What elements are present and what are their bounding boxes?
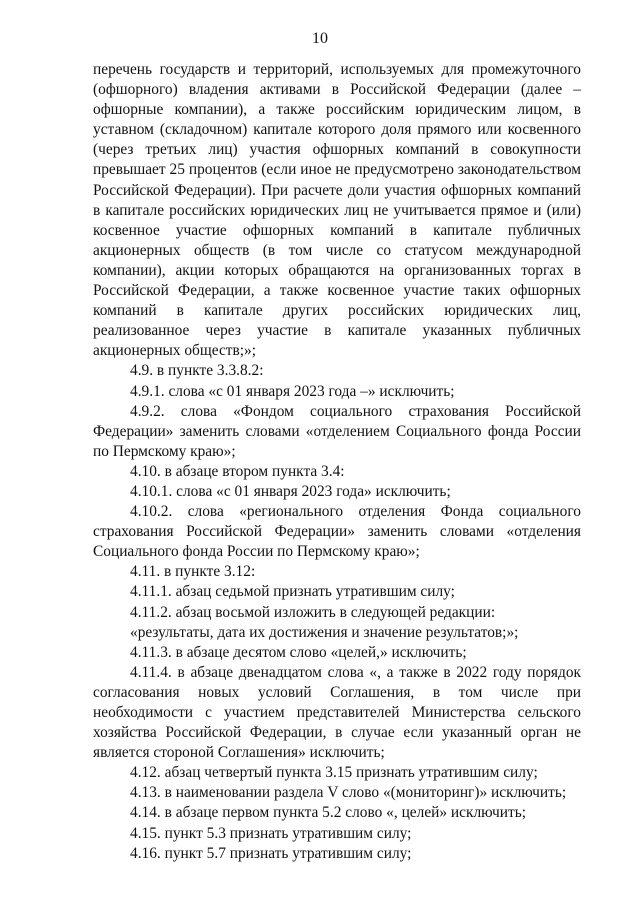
paragraph-offshore-companies: перечень государств и территорий, используемых для промежуточного (офшорного) владения активами в Российской Федерации (далее – офшорные компании), а также российским юридическим лицом, в уставном (складочном) капитале которого доля прямого или косвенного (через третьих лиц) участия офшорных компаний в совокупности превышает 25 процентов (если иное не предусмотрено законодательством Российской Федерации). При расчете доли участия офшорных компаний в капитале российских юридических лиц не учитывается прямое и (или) косвенное участие офшорных компаний в капитале публичных акционерных обществ (в том числе со статусом международной компании), акции которых обращаются на организованных торгах в Российской Федерации, а также косвенное участие таких офшорных компаний в капитале других российских юридических лиц, реализованное через участие в капитале указанных публичных акционерных обществ;»; [93,61,581,360]
paragraph-4-10-1: 4.10.1. слова «с 01 января 2023 года» исключить; [130,482,451,500]
paragraph-4-10-2: 4.10.2. слова «регионального отделения Фонда социального страхования Российской Федерации» заменить словами «отделения Социального фонда России по Пермскому краю»; [93,503,581,561]
paragraph-4-9-1: 4.9.1. слова «с 01 января 2023 года –» исключить; [130,382,455,400]
paragraph-4-14: 4.14. в абзаце первом пункта 5.2 слово «, целей» исключить; [130,804,527,822]
paragraph-4-11-1: 4.11.1. абзац седьмой признать утратившим силу; [130,583,455,601]
paragraph-4-9-2: 4.9.2. слова «Фондом социального страхования Российской Федерации» заменить словами «отделением Социального фонда России по Пермскому краю»; [93,402,581,460]
page-number: 10 [312,30,328,47]
paragraph-4-12: 4.12. абзац четвертый пункта 3.15 признать утратившим силу; [130,764,538,782]
document-body [93,60,581,864]
paragraph-4-11-2-quote: «результаты, дата их достижения и значение результатов;»; [130,623,519,641]
paragraph-4-9: 4.9. в пункте 3.3.8.2: [130,362,264,380]
paragraph-4-11-3: 4.11.3. в абзаце десятом слово «целей,» исключить; [130,643,467,661]
paragraph-4-13: 4.13. в наименовании раздела V слово «(мониторинг)» исключить; [130,784,567,802]
paragraph-4-10: 4.10. в абзаце втором пункта 3.4: [130,462,345,480]
paragraph-4-11-4: 4.11.4. в абзаце двенадцатом слова «, а также в 2022 году порядок согласования новых условий Соглашения, в том числе при необходимости с участием представителей Министерства сельского хозяйства Российской Федерации, в случае если указанный орган не является стороной Соглашения» исключить; [93,663,581,762]
paragraph-4-11: 4.11. в пункте 3.12: [130,563,256,581]
paragraph-4-11-2: 4.11.2. абзац восьмой изложить в следующей редакции: [130,603,496,621]
paragraph-4-16: 4.16. пункт 5.7 признать утратившим силу; [130,844,412,862]
paragraph-4-15: 4.15. пункт 5.3 признать утратившим силу; [130,824,412,842]
